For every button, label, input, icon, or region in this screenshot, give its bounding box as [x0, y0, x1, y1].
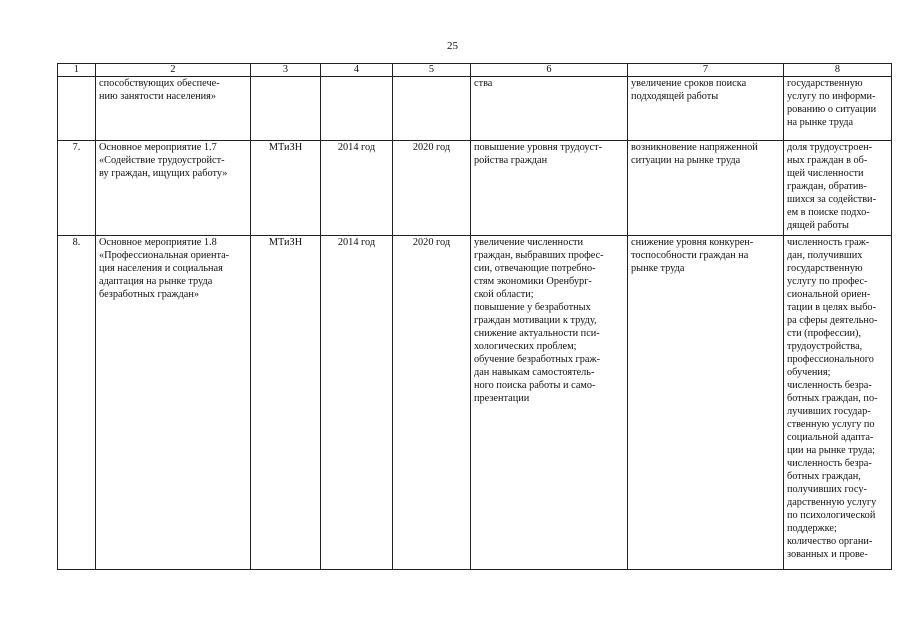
column-header-8: 8	[784, 64, 892, 77]
activity-name-cell: Основное мероприятие 1.7 «Содействие трудоустройст- ву граждан, ищущих работу»	[96, 141, 251, 236]
expected-result-cell: ства	[471, 77, 628, 141]
row-number-cell	[58, 77, 96, 141]
page-number: 25	[447, 40, 458, 52]
column-header-3: 3	[251, 64, 321, 77]
table-row	[58, 77, 892, 141]
start-year-cell	[321, 77, 393, 141]
executor-cell	[251, 77, 321, 141]
consequences-cell: возникновение напряженной ситуации на рынке труда	[628, 141, 784, 236]
row-number-cell: 7.	[58, 141, 96, 236]
column-header-7: 7	[628, 64, 784, 77]
table-row	[58, 141, 892, 236]
expected-result-cell: увеличение численности граждан, выбравших профес- сии, отвечающие потребно- стям экономики Оренбург- ской области; повышение у безработных граждан мотивации к труду, снижение актуальности пси- хологических проблем; обучение безработных граж- дан навыкам самостоятель- ного поиска работы и само- презентации	[471, 236, 628, 570]
table-row	[58, 236, 892, 570]
indicators-cell: государственную услугу по информи- рованию о ситуации на рынке труда	[784, 77, 892, 141]
executor-cell: МТиЗН	[251, 236, 321, 570]
column-header-2: 2	[96, 64, 251, 77]
column-header-4: 4	[321, 64, 393, 77]
end-year-cell: 2020 год	[393, 141, 471, 236]
activity-name-cell: способствующих обеспече- нию занятости населения»	[96, 77, 251, 141]
start-year-cell: 2014 год	[321, 236, 393, 570]
header-row	[58, 64, 892, 77]
end-year-cell: 2020 год	[393, 236, 471, 570]
column-header-6: 6	[471, 64, 628, 77]
activities-table	[57, 63, 892, 570]
indicators-cell: доля трудоустроен- ных граждан в об- щей численности граждан, обратив- шихся за содействи- ем в поиске подхо- дящей работы	[784, 141, 892, 236]
executor-cell: МТиЗН	[251, 141, 321, 236]
consequences-cell: снижение уровня конкурен- тоспособности граждан на рынке труда	[628, 236, 784, 570]
indicators-cell: численность граж- дан, получивших государственную услугу по профес- сиональной ориен- тации в целях выбо- ра сферы деятельно- сти (профессии), трудоустройства, профессионального обучения; численность безра- ботных граждан, по- лучивших государ- ственную услугу по социальной адапта- ции на рынке труда; численность безра- ботных граждан, получивших госу- дарственную услугу по психологической поддержке; количество органи- зованных и прове-	[784, 236, 892, 570]
expected-result-cell: повышение уровня трудоуст- ройства граждан	[471, 141, 628, 236]
column-header-5: 5	[393, 64, 471, 77]
consequences-cell: увеличение сроков поиска подходящей работы	[628, 77, 784, 141]
start-year-cell: 2014 год	[321, 141, 393, 236]
end-year-cell	[393, 77, 471, 141]
row-number-cell: 8.	[58, 236, 96, 570]
column-header-1: 1	[58, 64, 96, 77]
activity-name-cell: Основное мероприятие 1.8 «Профессиональная ориента- ция населения и социальная адаптация на рынке труда безработных граждан»	[96, 236, 251, 570]
